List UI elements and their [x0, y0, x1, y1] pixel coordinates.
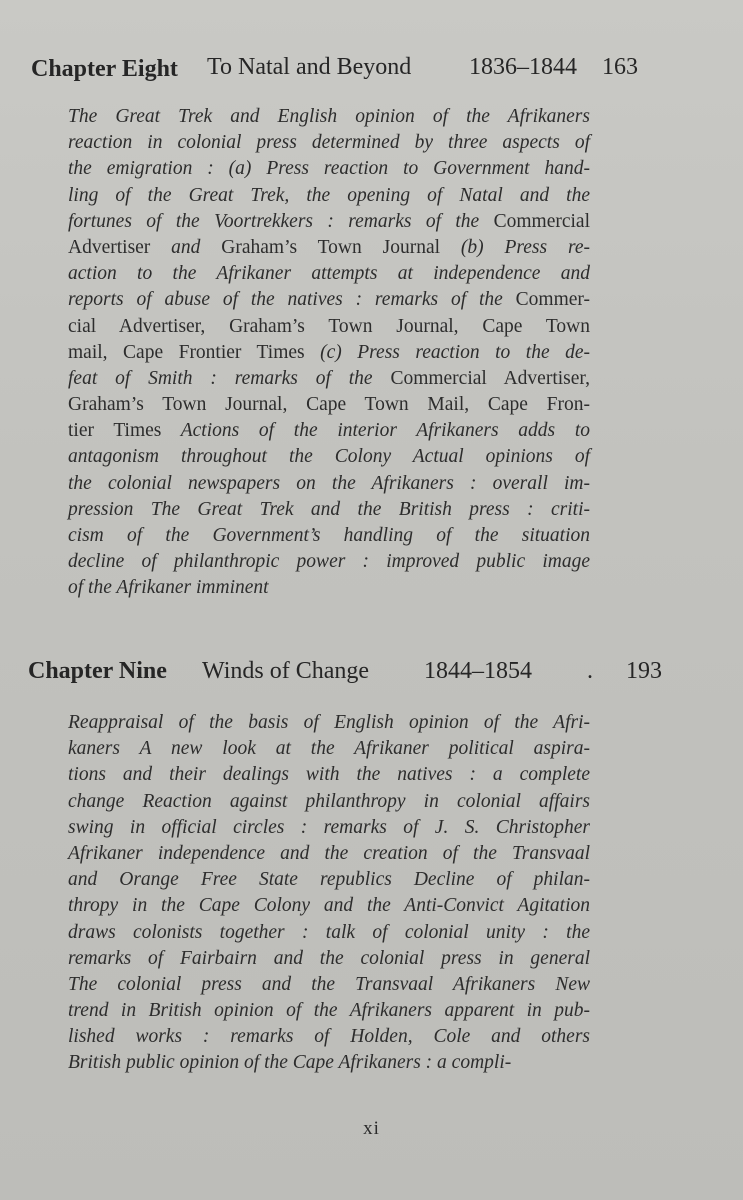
synopsis-text: the colonial newspapers on the Afrikaners : overall im-	[68, 472, 590, 494]
synopsis-text: (b) Press re-	[440, 236, 590, 258]
synopsis-text: antagonism throughout the Colony Actual opinions of	[68, 446, 590, 468]
synopsis-text: The colonial press and the Transvaal Afrikaners New	[68, 973, 590, 995]
synopsis-line	[68, 523, 590, 549]
synopsis-text: Afrikaner independence and the creation of the Transvaal	[68, 842, 590, 864]
synopsis-line	[68, 156, 590, 182]
synopsis-line	[68, 710, 590, 736]
chapter-label: Chapter Eight	[31, 56, 178, 82]
synopsis-line	[68, 736, 590, 762]
synopsis-text: British public opinion of the Cape Afrikaners : a compli-	[68, 1052, 512, 1074]
synopsis-line	[68, 549, 590, 575]
synopsis-line	[68, 104, 590, 130]
synopsis-title-text: Graham’s Town Journal	[221, 236, 441, 258]
synopsis-line	[68, 1024, 590, 1050]
synopsis-title-text: Commercial Advertiser,	[390, 367, 590, 389]
synopsis-line	[68, 314, 590, 340]
synopsis-line	[68, 1050, 590, 1076]
synopsis-line	[68, 789, 590, 815]
synopsis-text: trend in British opinion of the Afrikaners apparent in pub-	[68, 1000, 590, 1022]
chapter-title: To Natal and Beyond	[207, 54, 412, 80]
synopsis-text: feat of Smith : remarks of the	[68, 367, 391, 389]
synopsis-line	[68, 418, 590, 444]
synopsis-line	[68, 867, 590, 893]
chapter-leader: .	[587, 658, 593, 684]
synopsis-text: Actions of the interior Afrikaners adds to	[161, 420, 590, 442]
synopsis-line	[68, 920, 590, 946]
chapter-title: Winds of Change	[202, 658, 370, 684]
chapter-dates: 1844–1854	[424, 658, 532, 684]
synopsis-text: The Great Trek and English opinion of the Afrikaners	[68, 106, 590, 127]
synopsis-text: ling of the Great Trek, the opening of Natal and the	[68, 184, 590, 206]
synopsis-line	[68, 841, 590, 867]
synopsis-line	[68, 366, 590, 392]
synopsis-text: decline of philanthropic power : improved public image	[68, 551, 590, 573]
synopsis-line	[68, 444, 590, 470]
synopsis-line	[68, 209, 590, 235]
chapter-page-number: 193	[626, 658, 662, 684]
synopsis-title-text: mail, Cape Frontier Times	[68, 341, 305, 363]
synopsis-text: Reappraisal of the basis of English opinion of the Afri-	[68, 712, 590, 733]
synopsis-line	[68, 497, 590, 523]
synopsis-text: reaction in colonial press determined by three aspects of	[68, 132, 590, 154]
synopsis-title-text: Commercial	[493, 210, 590, 232]
synopsis-line	[68, 392, 590, 418]
synopsis-text: draws colonists together : talk of colonial unity : the	[68, 921, 590, 943]
synopsis-line	[68, 287, 590, 313]
synopsis-text: (c) Press reaction to the de-	[304, 341, 591, 363]
synopsis-text: thropy in the Cape Colony and the Anti-Convict Agitation	[68, 895, 590, 917]
synopsis-line	[68, 130, 590, 156]
chapter-nine-heading	[0, 658, 743, 692]
synopsis-title-text: tier Times	[68, 420, 162, 442]
synopsis-line	[68, 762, 590, 788]
synopsis-text: pression The Great Trek and the British press : criti-	[68, 498, 590, 520]
synopsis-line	[68, 235, 590, 261]
synopsis-line	[68, 471, 590, 497]
synopsis-text: remarks of Fairbairn and the colonial press in general	[68, 947, 590, 969]
synopsis-line	[68, 815, 590, 841]
synopsis-line	[68, 998, 590, 1024]
synopsis-line	[68, 972, 590, 998]
chapter-eight-heading	[0, 54, 743, 88]
chapter-label: Chapter Nine	[28, 658, 167, 684]
synopsis-text: kaners A new look at the Afrikaner political aspira-	[68, 738, 590, 760]
synopsis-line	[68, 261, 590, 287]
synopsis-text: fortunes of the Voortrekkers : remarks of the	[68, 210, 494, 232]
synopsis-text: and Orange Free State republics Decline of philan-	[68, 869, 590, 891]
synopsis-text: lished works : remarks of Holden, Cole and others	[68, 1026, 590, 1048]
synopsis-line	[68, 340, 590, 366]
synopsis-text: cism of the Government’s handling of the situation	[68, 525, 590, 546]
chapter-page-number: 163	[602, 54, 638, 80]
synopsis-text: action to the Afrikaner attempts at independence and	[68, 263, 590, 285]
chapter-dates: 1836–1844	[469, 54, 577, 80]
synopsis-text: and	[150, 236, 222, 258]
synopsis-text: of the Afrikaner imminent	[68, 577, 269, 599]
synopsis-line	[68, 183, 590, 209]
synopsis-text: change Reaction against philanthropy in colonial affairs	[68, 790, 590, 812]
synopsis-title-text: cial Advertiser, Graham’s Town Journal, Cape Town	[68, 315, 590, 337]
synopsis-line	[68, 893, 590, 919]
synopsis-text: the emigration : (a) Press reaction to Government hand-	[68, 158, 590, 180]
page-folio: xi	[363, 1118, 380, 1139]
synopsis-text: tions and their dealings with the natives : a complete	[68, 764, 590, 786]
synopsis-text: reports of abuse of the natives : remarks of the	[68, 289, 516, 311]
synopsis-text: swing in official circles : remarks of J. S. Christopher	[68, 816, 590, 838]
synopsis-title-text: Commer-	[515, 289, 590, 311]
chapter-eight-synopsis	[68, 104, 590, 602]
chapter-nine-synopsis	[68, 710, 590, 1077]
synopsis-title-text: Graham’s Town Journal, Cape Town Mail, Cape Fron-	[68, 394, 590, 416]
synopsis-line	[68, 946, 590, 972]
synopsis-line	[68, 575, 590, 601]
synopsis-title-text: Advertiser	[68, 236, 151, 258]
